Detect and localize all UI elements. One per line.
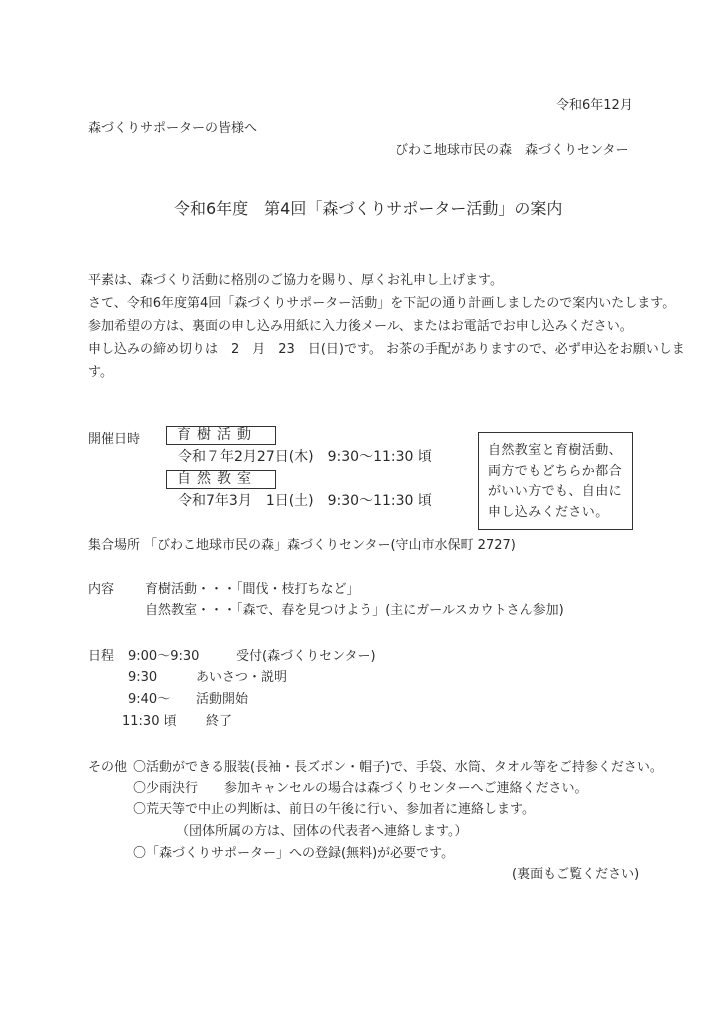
event1-name-box: 育樹活動 — [166, 426, 276, 445]
other-item-3: 〇荒天等で中止の判断は、前日の午後に行い、参加者に連絡します。 — [133, 802, 535, 817]
intro-line-3: 参加希望の方は、裏面の申し込み用紙に入力後メール、またはお電話でお申し込みください。 — [88, 319, 633, 334]
timetable-desc-2: あいさつ・説明 — [196, 670, 288, 685]
other-item-5: 〇「森づくりサポーター」への登録(無料)が必要です。 — [133, 846, 455, 861]
event2-datetime: 令和7年3月 1日(土) 9:30～11:30 頃 — [178, 493, 432, 509]
note-line-3: がいい方でも、自由に — [488, 484, 623, 499]
timetable-time-1: 9:00～9:30 — [128, 649, 200, 664]
intro-line-1: 平素は、森づくり活動に格別のご協力を賜り、厚くお礼申し上げます。 — [88, 273, 503, 288]
event1-datetime: 令和７年2月27日(木) 9:30～11:30 頃 — [178, 449, 432, 465]
timetable-desc-1: 受付(森づくりセンター) — [236, 649, 376, 664]
intro-line-2: さて、令和6年度第4回「森づくりサポーター活動」を下記の通り計画しましたので案内いたします。 — [88, 296, 676, 311]
content-label: 内容 — [88, 582, 115, 597]
intro-line-4: 申し込みの締め切りは 2 月 23 日(日)です。 お茶の手配がありますので、必ず申込をお願いしま — [88, 342, 685, 357]
other-item-4: （団体所属の方は、団体の代表者へ連絡します。） — [176, 824, 468, 839]
note-line-2: 両方でもどちらか都合 — [488, 463, 623, 479]
note-line-1: 自然教室と育樹活動、 — [488, 443, 623, 458]
timetable-desc-4: 終了 — [206, 714, 233, 729]
addressee: 森づくりサポーターの皆様へ — [88, 121, 258, 136]
venue-label: 集合場所 — [88, 538, 141, 553]
timetable-desc-3: 活動開始 — [196, 692, 249, 707]
timetable-time-4: 11:30 頃 — [122, 714, 177, 729]
other-item-1: 〇活動ができる服装(長袖・長ズボン・帽子)で、手袋、水筒、タオル等をご持参ください。 — [133, 760, 663, 775]
intro-line-5: す。 — [88, 365, 113, 380]
note-line-4: 申し込みください。 — [488, 504, 609, 520]
content-line-1: 育樹活動・・・「間伐・枝打ちなど」 — [145, 582, 360, 597]
schedule-label: 開催日時 — [88, 432, 141, 447]
page-title: 令和6年度 第4回「森づくりサポーター活動」の案内 — [174, 199, 563, 218]
content-line-2: 自然教室・・・「森で、春を見つけよう」(主にガールスカウトさん参加) — [145, 603, 564, 618]
timetable-label: 日程 — [88, 649, 115, 664]
other-item-2: 〇少雨決行 参加キャンセルの場合は森づくりセンターへご連絡ください。 — [133, 781, 588, 796]
venue-text: 「びわこ地球市民の森」森づくりセンター(守山市水保町 2727) — [144, 538, 516, 553]
document-date: 令和6年12月 — [556, 98, 633, 113]
schedule-note-box — [478, 432, 633, 530]
event2-name-box: 自然教室 — [166, 470, 276, 489]
sender: びわこ地球市民の森 森づくりセンター — [395, 143, 629, 158]
timetable-time-2: 9:30 — [128, 670, 158, 685]
other-label: その他 — [88, 760, 128, 775]
timetable-time-3: 9:40～ — [128, 692, 171, 707]
footer-note: (裏面もご覧ください) — [512, 867, 640, 882]
